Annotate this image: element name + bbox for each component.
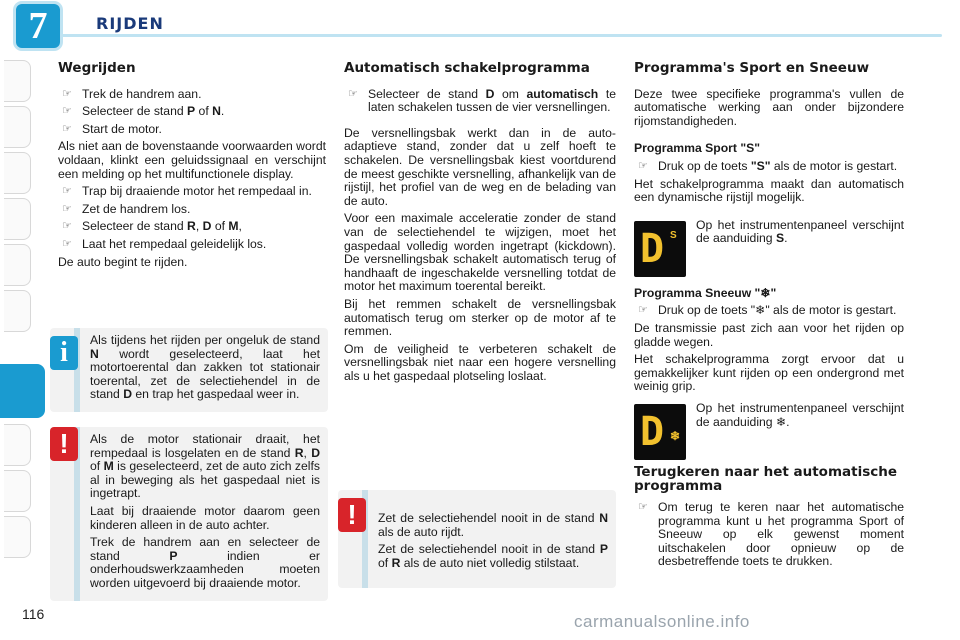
paragraph: Bij het remmen schakelt de versnellingsbak automatisch terug om sterker op de motor af te remmen. xyxy=(344,296,616,339)
bullet-item: ☞ Selecteer de stand D om automatisch te laten schakelen tussen de vier versnellingen. xyxy=(348,86,616,115)
section-heading-terugkeren: Terugkeren naar het automatische programma xyxy=(634,463,898,494)
column-automatisch xyxy=(344,62,616,387)
dashboard-snow-indicator: D ❄ xyxy=(634,404,686,460)
paragraph: Deze twee specifieke programma's vullen de automatische werking aan onder bijzondere rijomstandigheden. xyxy=(634,86,904,128)
info-icon: i xyxy=(50,336,78,370)
bullet-item: ☞ Druk op de toets "❄" als de motor is gestart. xyxy=(638,303,897,318)
chapter-tabs xyxy=(0,60,40,560)
warning-note xyxy=(50,427,328,601)
note-text: Als de motor stationair draait, het rempedaal is losgelaten en de stand R, D of M is geselecteerd, zet de auto zich zelfs al in beweging als het gaspedaal niet is ingetrapt. xyxy=(90,432,320,501)
bullet-item: ☞ Druk op de toets "S" als de motor is gestart. xyxy=(638,158,898,173)
chapter-tab[interactable] xyxy=(4,470,31,512)
bullet-item: ☞ Start de motor. xyxy=(62,121,162,136)
pointing-hand-icon: ☞ xyxy=(62,202,72,215)
paragraph: Als niet aan de bovenstaande voorwaarden wordt voldaan, klinkt een geluidssignaal en verschijnt een melding op het multifunctionele display. xyxy=(58,139,326,181)
paragraph: Het schakelprogramma maakt dan automatisch een dynamische rijstijl mogelijk. xyxy=(634,176,904,205)
pointing-hand-icon: ☞ xyxy=(62,87,72,100)
paragraph: Om de veiligheid te verbeteren schakelt de versnellingsbak niet naar een hogere versnelling als u het gaspedaal plotseling loslaat. xyxy=(344,341,616,383)
chapter-tab[interactable] xyxy=(4,152,31,194)
column-sport-sneeuw xyxy=(634,62,904,573)
page-number: 116 xyxy=(22,606,45,622)
paragraph: Op het instrumentenpaneel verschijnt de aanduiding S. xyxy=(696,217,904,246)
section-heading-automatisch: Automatisch schakelprogramma xyxy=(344,60,590,76)
paragraph: De versnellingsbak werkt dan in de auto-adaptieve stand, zonder dat u zelf hoeft te schakelen. De versnellingsbak kiest voortdurend de meest geschikte versnelling, afhankelijk van de rijstijl, het profiel van de weg en de belading van de auto. xyxy=(344,125,616,208)
paragraph: Voor een maximale acceleratie zonder de stand van de selectiehendel te wijzigen, moet het gaspedaal volledig worden ingetrapt (kickdown). De versnellingsbak schakelt automatisch terug of handhaaft de ingeschakelde versnelling totdat de motor het maximum toerental bereikt. xyxy=(344,211,616,294)
info-note xyxy=(50,328,328,412)
chapter-tab[interactable] xyxy=(4,290,31,332)
paragraph: De transmissie past zich aan voor het rijden op gladde wegen. xyxy=(634,320,904,349)
bullet-item: ☞ Trap bij draaiende motor het rempedaal in. xyxy=(62,184,312,199)
subheading-sport: Programma Sport "S" xyxy=(634,141,761,156)
warning-icon: ! xyxy=(338,498,366,532)
pointing-hand-icon: ☞ xyxy=(62,122,72,135)
chapter-tab-active[interactable] xyxy=(0,364,45,418)
dashboard-sport-indicator: D S xyxy=(634,221,686,277)
pointing-hand-icon: ☞ xyxy=(638,304,648,317)
chapter-tab[interactable] xyxy=(4,60,31,102)
bullet-item: ☞ Om terug te keren naar het automatische programma kunt u het programma Sport of Sneeuw op elk gewenst moment uitschakelen door opnieuw op de desbetreffende toets te drukken. xyxy=(638,500,904,569)
note-text: Zet de selectiehendel nooit in de stand P of R als de auto niet volledig stilstaat. xyxy=(378,542,608,570)
subheading-sneeuw: Programma Sneeuw "❄" xyxy=(634,285,777,300)
pointing-hand-icon: ☞ xyxy=(638,159,648,172)
paragraph: Op het instrumentenpaneel verschijnt de aanduiding ❄. xyxy=(696,400,904,429)
paragraph: Het schakelprogramma zorgt ervoor dat u gemakkelijker kunt rijden op een ondergrond met weinig grip. xyxy=(634,352,904,394)
watermark: carmanualsonline.info xyxy=(574,612,750,631)
chapter-title: RIJDEN xyxy=(96,14,164,33)
column-wegrijden xyxy=(58,62,326,273)
warning-icon: ! xyxy=(50,427,78,461)
bullet-item: ☞ Selecteer de stand R, D of M, xyxy=(62,219,242,234)
bullet-item: ☞ Zet de handrem los. xyxy=(62,201,191,216)
note-text: Laat bij draaiende motor daarom geen kinderen alleen in de auto achter. xyxy=(90,503,320,532)
paragraph: De auto begint te rijden. xyxy=(58,254,188,269)
chapter-tab[interactable] xyxy=(4,516,31,558)
bullet-item: ☞ Trek de handrem aan. xyxy=(62,86,202,101)
bullet-item: ☞ Laat het rempedaal geleidelijk los. xyxy=(62,236,267,251)
chapter-tab[interactable] xyxy=(4,244,31,286)
section-heading-wegrijden: Wegrijden xyxy=(58,60,136,76)
chapter-tab[interactable] xyxy=(4,424,31,466)
pointing-hand-icon: ☞ xyxy=(62,185,72,198)
note-text: Als tijdens het rijden per ongeluk de stand N wordt geselecteerd, laat het motortoerental dan zakken tot stationair toerental, zet de selectiehendel in de stand D en trap het gaspedaal weer in. xyxy=(90,333,320,402)
section-heading-sport-sneeuw: Programma's Sport en Sneeuw xyxy=(634,60,870,76)
header-divider xyxy=(62,34,942,37)
pointing-hand-icon: ☞ xyxy=(62,105,72,118)
bullet-item: ☞ Selecteer de stand P of N. xyxy=(62,104,225,119)
pointing-hand-icon: ☞ xyxy=(62,237,72,250)
chapter-tab[interactable] xyxy=(4,106,31,148)
chapter-number-badge: 7 xyxy=(16,4,60,48)
snow-display-block xyxy=(634,400,904,466)
note-text: Trek de handrem aan en selecteer de stand P indien er onderhoudswerkzaamheden moeten worden uitgevoerd bij draaiende motor. xyxy=(90,535,320,590)
pointing-hand-icon: ☞ xyxy=(62,220,72,233)
pointing-hand-icon: ☞ xyxy=(348,87,358,100)
header xyxy=(0,0,960,52)
warning-note xyxy=(338,490,616,588)
chapter-tab[interactable] xyxy=(4,198,31,240)
sport-display-block xyxy=(634,217,904,287)
pointing-hand-icon: ☞ xyxy=(638,501,648,514)
note-text: Zet de selectiehendel nooit in de stand N als de auto rijdt. xyxy=(378,511,608,539)
